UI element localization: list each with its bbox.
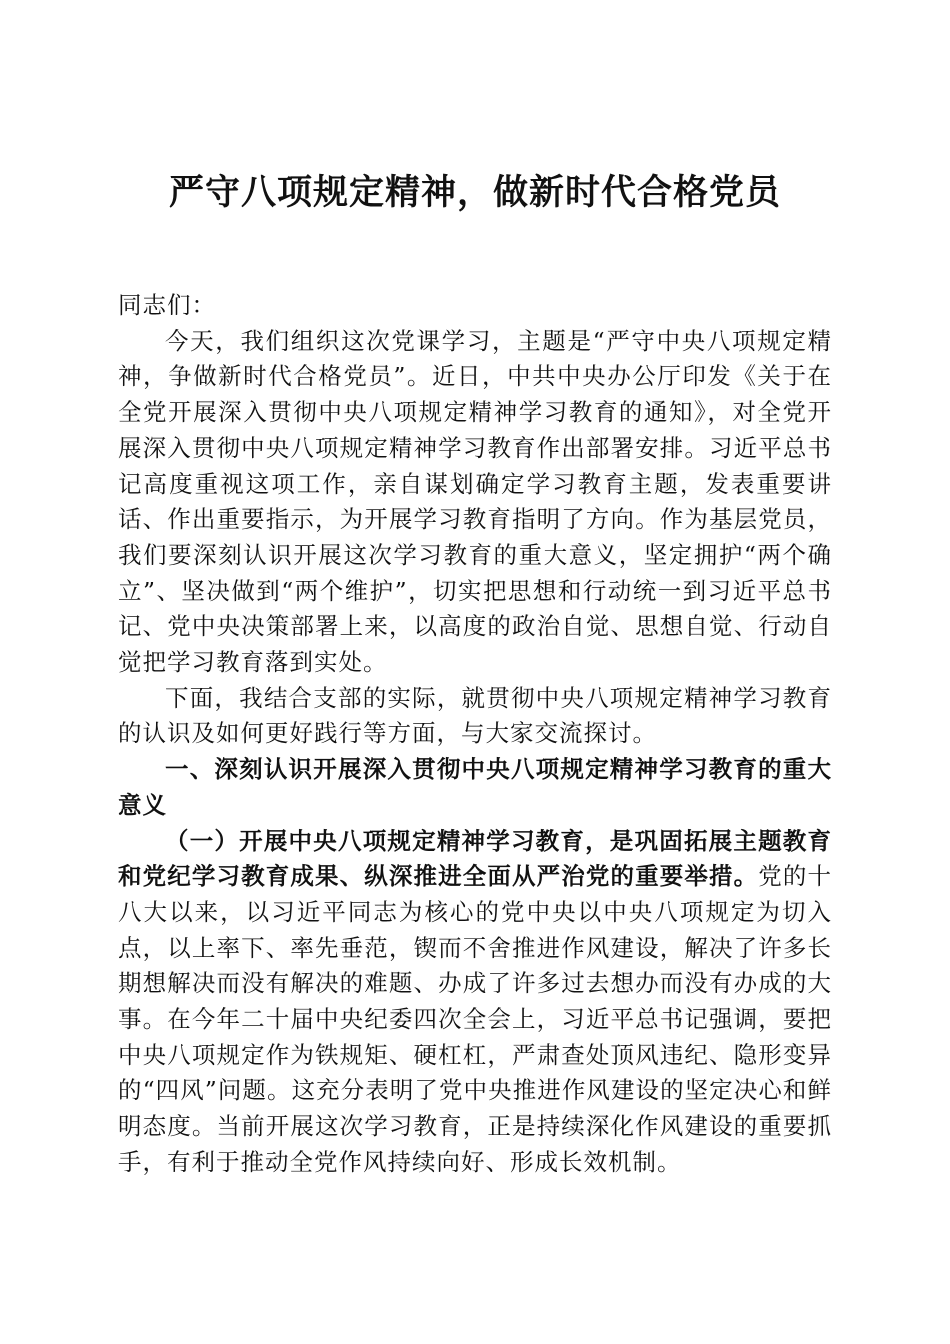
subsection-heading-1-1: （一）开展中央八项规定精神学习教育，是巩固拓展主题教育和党纪学习教育成果、纵深推进全面从严治党的重要举措。 <box>118 826 832 891</box>
document-body <box>118 288 832 1181</box>
subsection-body-1-1: 党的十八大以来，以习近平同志为核心的党中央以中央八项规定为切入点，以上率下、率先垂范，锲而不舍推进作风建设，解决了许多长期想解决而没有解决的难题、办成了许多过去想办而没有办成的大事。在今年二十届中央纪委四次全会上，习近平总书记强调，要把中央八项规定作为铁规矩、硬杠杠，严肃查处顶风违纪、隐形变异的“四风”问题。这充分表明了党中央推进作风建设的坚定决心和鲜明态度。当前开展这次学习教育，正是持续深化作风建设的重要抓手，有利于推动全党作风持续向好、形成长效机制。 <box>118 862 832 1176</box>
salutation: 同志们： <box>118 291 216 319</box>
paragraph-section-1-1 <box>118 824 832 1181</box>
section-heading-1: 一、深刻认识开展深入贯彻中央八项规定精神学习教育的重大意义 <box>118 755 832 819</box>
document-title: 严守八项规定精神，做新时代合格党员 <box>168 173 781 213</box>
paragraph-overview: 下面，我结合支部的实际，就贯彻中央八项规定精神学习教育的认识及如何更好践行等方面，与大家交流探讨。 <box>118 683 832 748</box>
paragraph-intro: 今天，我们组织这次党课学习，主题是“严守中央八项规定精神，争做新时代合格党员”。近日，中共中央办公厅印发《关于在全党开展深入贯彻中央八项规定精神学习教育的通知》，对全党开展深入贯彻中央八项规定精神学习教育作出部署安排。习近平总书记高度重视这项工作，亲自谋划确定学习教育主题，发表重要讲话、作出重要指示，为开展学习教育指明了方向。作为基层党员，我们要深刻认识开展这次学习教育的重大意义，坚定拥护“两个确立”、坚决做到“两个维护”，切实把思想和行动统一到习近平总书记、党中央决策部署上来，以高度的政治自觉、思想自觉、行动自觉把学习教育落到实处。 <box>118 326 832 677</box>
